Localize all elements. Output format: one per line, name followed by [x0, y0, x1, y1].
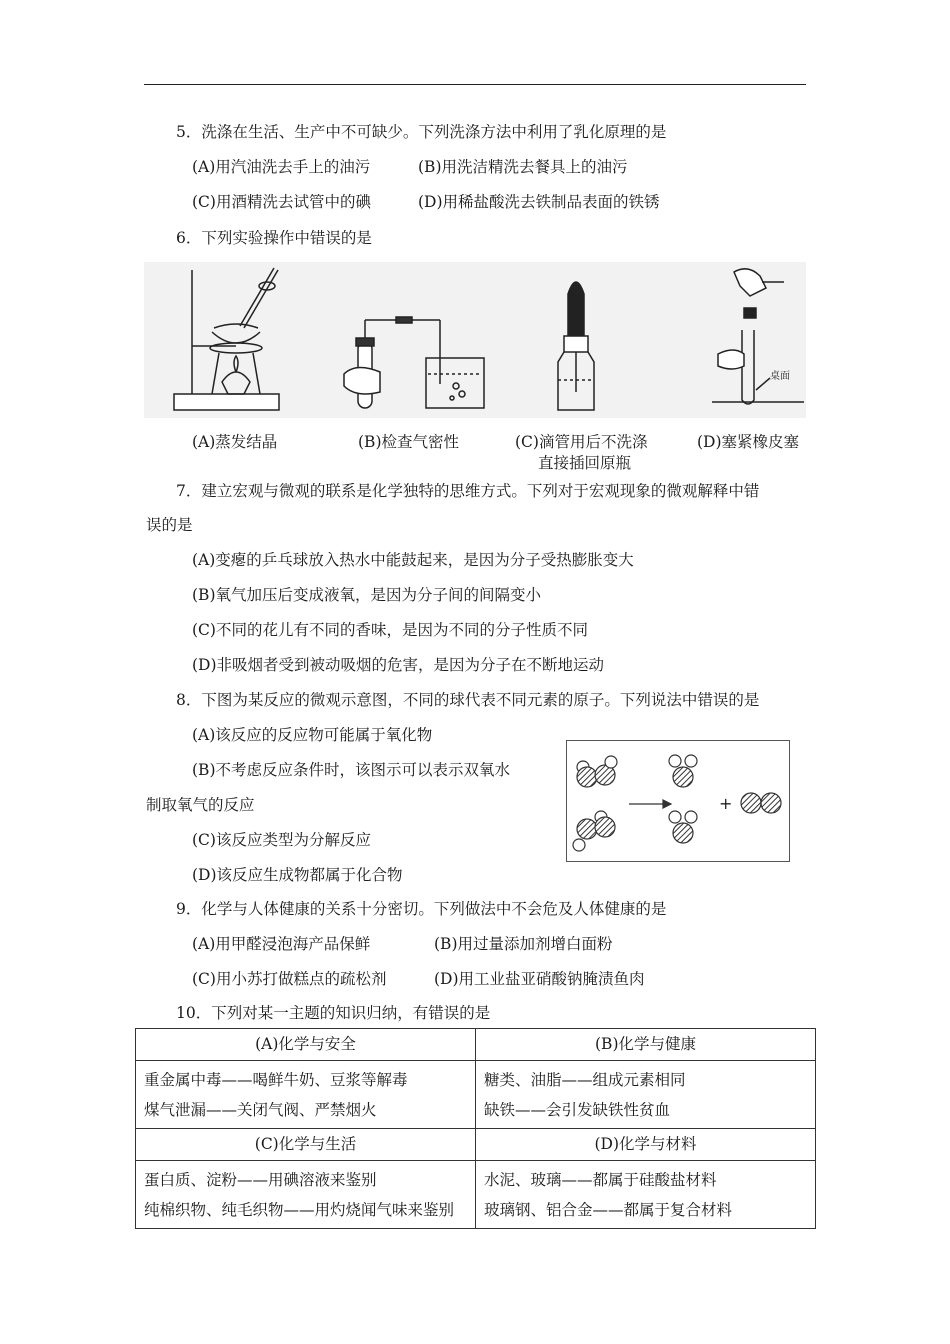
q7-stem-line1: 7．建立宏观与微观的联系是化学独特的思维方式。下列对于宏观现象的微观解释中错: [176, 482, 760, 500]
table-line: 缺铁——会引发缺铁性贫血: [484, 1101, 671, 1119]
q6-option-b: (B)检查气密性: [358, 433, 459, 451]
table-header-a: (A)化学与安全: [136, 1029, 476, 1061]
table-header-c: (C)化学与生活: [136, 1129, 476, 1161]
q7-option-d: (D)非吸烟者受到被动吸烟的危害，是因为分子在不断地运动: [192, 656, 605, 674]
oxygen-molecule-icon: [741, 793, 781, 813]
knowledge-table: [135, 1028, 816, 1229]
q7-option-b: (B)氧气加压后变成液氧，是因为分子间的间隔变小: [192, 586, 541, 604]
q8-option-c: (C)该反应类型为分解反应: [192, 831, 371, 849]
evaporation-apparatus-icon: [174, 268, 279, 410]
q5-option-b: (B)用洗洁精洗去餐具上的油污: [418, 158, 628, 176]
q9-option-c: (C)用小苏打做糕点的疏松剂: [192, 970, 387, 988]
reaction-diagram: [566, 740, 790, 862]
q9-option-a: (A)用甲醛浸泡海产品保鲜: [192, 935, 371, 953]
q7-option-c: (C)不同的花儿有不同的香味，是因为不同的分子性质不同: [192, 621, 588, 639]
table-line: 纯棉织物、纯毛织物——用灼烧闻气味来鉴别: [144, 1201, 455, 1219]
molecule-reaction-svg: [567, 741, 789, 861]
product-molecule-icon: [669, 755, 697, 787]
table-line: 玻璃钢、铝合金——都属于复合材料: [484, 1201, 733, 1219]
table-line: 糖类、油脂——组成元素相同: [484, 1071, 686, 1089]
table-header-d: (D)化学与材料: [476, 1129, 816, 1161]
q7-option-a: (A)变瘪的乒乓球放入热水中能鼓起来，是因为分子受热膨胀变大: [192, 551, 634, 569]
q9-option-d: (D)用工业盐亚硝酸钠腌渍鱼肉: [434, 970, 645, 988]
q6-stem: 6．下列实验操作中错误的是: [176, 229, 372, 247]
q8-stem: 8．下图为某反应的微观示意图，不同的球代表不同元素的原子。下列说法中错误的是: [176, 691, 760, 709]
table-line: 水泥、玻璃——都属于硅酸盐材料: [484, 1171, 717, 1189]
q8-option-d: (D)该反应生成物都属于化合物: [192, 866, 403, 884]
q9-option-b: (B)用过量添加剂增白面粉: [434, 935, 613, 953]
q5-option-c: (C)用酒精洗去试管中的碘: [192, 193, 371, 211]
plus-sign: +: [719, 794, 733, 813]
q8-option-b-line2: 制取氧气的反应: [146, 796, 255, 814]
q6-option-d: (D)塞紧橡皮塞: [697, 433, 800, 451]
header-rule: [144, 84, 806, 85]
q8-option-b-line1: (B)不考虑反应条件时，该图示可以表示双氧水: [192, 761, 510, 779]
product-molecule-icon: [669, 811, 697, 843]
q6-option-c-line1: (C)滴管用后不洗涤: [515, 433, 648, 451]
q5-option-d: (D)用稀盐酸洗去铁制品表面的铁锈: [418, 193, 660, 211]
q6-option-c-line2: 直接插回原瓶: [538, 454, 632, 472]
table-cell-d: [476, 1161, 816, 1229]
airtightness-check-icon: [344, 317, 484, 408]
q5-option-a: (A)用汽油洗去手上的油污: [192, 158, 371, 176]
table-line: 重金属中毒——喝鲜牛奶、豆浆等解毒: [144, 1071, 408, 1089]
q6-figure-panel: [144, 262, 806, 418]
dropper-bottle-icon: [558, 282, 594, 410]
desk-label: 桌面: [770, 371, 790, 382]
table-line: 煤气泄漏——关闭气阀、严禁烟火: [144, 1101, 377, 1119]
q9-stem: 9．化学与人体健康的关系十分密切。下列做法中不会危及人体健康的是: [176, 900, 667, 918]
stopper-test-tube-icon: [712, 269, 804, 404]
table-line: 蛋白质、淀粉——用碘溶液来鉴别: [144, 1171, 377, 1189]
lab-operations-illustration: [144, 262, 806, 418]
q10-stem: 10．下列对某一主题的知识归纳，有错误的是: [176, 1004, 491, 1022]
reactant-molecule-icon: [577, 756, 617, 787]
table-cell-c: [136, 1161, 476, 1229]
q6-option-a: (A)蒸发结晶: [192, 433, 278, 451]
reactant-molecule-icon: [573, 811, 615, 851]
q8-option-a: (A)该反应的反应物可能属于氧化物: [192, 726, 433, 744]
q7-stem-line2: 误的是: [146, 516, 193, 534]
table-cell-a: [136, 1061, 476, 1129]
table-cell-b: [476, 1061, 816, 1129]
table-header-b: (B)化学与健康: [476, 1029, 816, 1061]
q5-stem: 5．洗涤在生活、生产中不可缺少。下列洗涤方法中利用了乳化原理的是: [176, 123, 667, 141]
